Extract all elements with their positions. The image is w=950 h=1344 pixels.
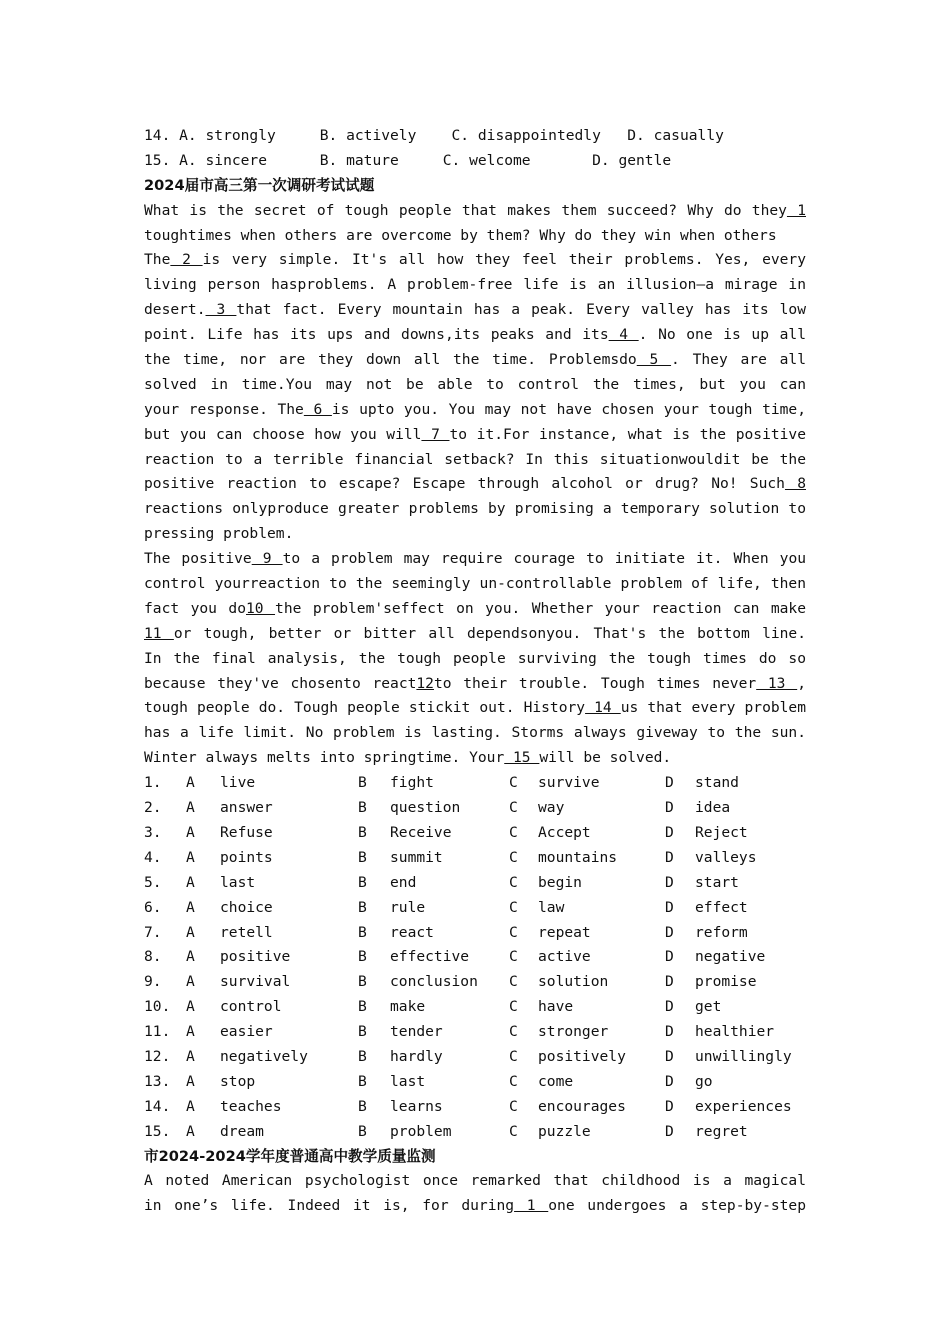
passage-line [144,746,806,771]
option-letter: D [665,799,674,817]
option-letter: A [186,973,195,991]
section-heading-1: 2024届市高三第一次调研考试试题 [144,176,375,194]
option-c: law [538,898,565,916]
option-a: positive [220,948,291,966]
passage-line [144,1194,806,1219]
blank-14: 14 [585,699,621,717]
passage-line [144,323,806,348]
option-a: control [220,998,282,1016]
option-row [144,796,806,821]
text-run: to a problem may require courage to initiate it. When you [282,550,806,568]
option-letter: D [665,774,674,792]
option-d: start [695,873,739,891]
option-letter: C [509,1047,518,1065]
option-b: learns [390,1097,443,1115]
text-run: pressing problem. [144,525,294,543]
option-a: easier [220,1023,273,1041]
text-run: In the final analysis, the tough people surviving the tough times do so [144,649,806,667]
passage-line [144,696,806,721]
option-letter: B [358,823,367,841]
option-d: negative [695,948,766,966]
passage-line [144,647,806,672]
text-run: to it.For instance, what is the positive [449,425,806,443]
option-row [144,1120,806,1145]
option-letter: D [665,1047,674,1065]
option-letter: A [186,923,195,941]
blank-1: 1 [514,1197,549,1215]
question-number: 9. [144,973,162,991]
option-letter: A [186,1072,195,1090]
option-d: promise [695,973,757,991]
option-row [144,771,806,796]
option-c: solution [538,973,609,991]
passage-line [144,497,806,522]
passage-line [144,423,806,448]
option-letter: A [186,898,195,916]
passage-line [144,448,806,473]
passage-line [144,522,806,547]
option-b: hardly [390,1047,443,1065]
text-run: has a life limit. No problem is lasting. Storms always giveway to the sun. [144,724,806,742]
option-letter: A [186,799,195,817]
option-row [144,1045,806,1070]
option-letter: C [509,1023,518,1041]
option-letter: D [665,1122,674,1140]
text-run: The [144,251,171,269]
option-letter: D [665,973,674,991]
option-row [144,821,806,846]
option-a: negatively [220,1047,308,1065]
text-run: . They are all [671,351,806,369]
passage-line [144,248,806,273]
question-number: 3. [144,823,162,841]
blank-8: 8 [784,475,806,493]
passage-line [144,572,806,597]
text-run: reactions onlyproduce greater problems by promising a temporary solution to [144,500,806,518]
blank-13: 13 [756,674,798,692]
option-row [144,1020,806,1045]
option-letter: C [509,923,518,941]
option-b: make [390,998,426,1016]
option-b: tender [390,1023,443,1041]
option-c: come [538,1072,574,1090]
option-letter: B [358,998,367,1016]
option-a: live [220,774,256,792]
blank-12: 12 [416,674,434,692]
blank-1: 1 [786,201,806,219]
passage-line [144,273,806,298]
option-d: valleys [695,848,757,866]
question-number: 11. [144,1023,171,1041]
option-letter: A [186,823,195,841]
option-c: survive [538,774,600,792]
text-run: solved in time.You may not be able to control the times, but you can [144,375,806,393]
passage-line [144,597,806,622]
option-letter: C [509,898,518,916]
option-letter: D [665,998,674,1016]
text-run: the problem'seffect on you. Whether your reaction can make [275,599,806,617]
blank-15: 15 [504,749,540,767]
option-c: stronger [538,1023,609,1041]
option-a: Refuse [220,823,273,841]
option-letter: C [509,973,518,991]
question-number: 2. [144,799,162,817]
option-row [144,945,806,970]
option-a: survival [220,973,291,991]
option-letter: C [509,774,518,792]
text-run: reaction to a terrible financial setback? In this situationwouldit be the [144,450,806,468]
blank-5: 5 [636,351,672,369]
option-letter: D [665,873,674,891]
blank-11: 11 [144,624,174,642]
option-letter: C [509,1097,518,1115]
text-run: tough people do. Tough people stickit out. History [144,699,586,717]
text-run: , [797,674,806,692]
option-d: unwillingly [695,1047,792,1065]
option-letter: C [509,823,518,841]
option-b: Receive [390,823,452,841]
option-b: react [390,923,434,941]
option-letter: A [186,1122,195,1140]
option-letter: C [509,998,518,1016]
option-letter: C [509,873,518,891]
text-run: positive reaction to escape? Escape through alcohol or drug? No! Such [144,475,785,493]
option-a: answer [220,799,273,817]
passage-line [144,224,806,249]
blank-2: 2 [170,251,203,269]
passage-line [144,373,806,398]
text-run: point. Life has its ups and downs,its peaks and its [144,326,609,344]
option-letter: B [358,774,367,792]
question-number: 5. [144,873,162,891]
question-number: 1. [144,774,162,792]
option-b: end [390,873,417,891]
option-a: choice [220,898,273,916]
text-run: us that every problem [620,699,806,717]
option-letter: B [358,799,367,817]
text-run: one undergoes a step-by-step [548,1197,806,1215]
question-number: 8. [144,948,162,966]
option-b: fight [390,774,434,792]
option-letter: B [358,1122,367,1140]
question-number: 7. [144,923,162,941]
option-letter: D [665,948,674,966]
blank-9: 9 [251,550,283,568]
option-line-15: 15. A. sincere B. mature C. welcome D. gentle [144,151,672,169]
text-run: desert. [144,301,206,319]
option-c: positively [538,1047,626,1065]
document-page [144,124,806,1219]
option-b: effective [390,948,470,966]
options-table-1 [144,771,806,1144]
passage-line [144,348,806,373]
text-run: to their trouble. Tough times never [433,674,757,692]
option-d: get [695,998,722,1016]
option-letter: B [358,898,367,916]
text-run: that fact. Every mountain has a peak. Every valley has its low [236,301,806,319]
option-row [144,846,806,871]
option-c: have [538,998,574,1016]
text-run: Winter always melts into springtime. Your [144,749,505,767]
passage-line [144,672,806,697]
passage-line [144,721,806,746]
text-run: will be solved. [539,749,672,767]
option-letter: C [509,799,518,817]
option-letter: D [665,1072,674,1090]
option-letter: B [358,873,367,891]
option-letter: B [358,1097,367,1115]
option-letter: A [186,948,195,966]
option-letter: D [665,1097,674,1115]
option-letter: B [358,848,367,866]
text-run: control yourreaction to the seemingly un-controllable problem of life, then [144,575,806,593]
text-run: or tough, better or bitter all dependsonyou. That's the bottom line. [173,624,806,642]
question-number: 14. [144,1097,171,1115]
blank-7: 7 [421,425,450,443]
blank-3: 3 [205,301,237,319]
blank-6: 6 [303,400,332,418]
text-run: The positive [144,550,252,568]
option-letter: B [358,948,367,966]
option-row [144,871,806,896]
text-run: but you can choose how you will [144,425,422,443]
option-letter: B [358,1072,367,1090]
option-row [144,1070,806,1095]
option-letter: A [186,848,195,866]
option-row [144,1095,806,1120]
option-d: reform [695,923,748,941]
option-row [144,970,806,995]
option-letter: D [665,898,674,916]
text-run: because they've chosento react [144,674,417,692]
option-c: way [538,799,565,817]
option-b: summit [390,848,443,866]
option-c: begin [538,873,582,891]
option-line-14: 14. A. strongly B. actively C. disappointedly D. casually [144,127,724,144]
text-run: your response. The [144,400,304,418]
option-row [144,921,806,946]
passage-line [144,298,806,323]
option-c: repeat [538,923,591,941]
option-a: dream [220,1122,264,1140]
option-letter: A [186,1097,195,1115]
section-heading-2: 市2024-2024学年度普通高中教学质量监测 [144,1147,436,1165]
option-d: regret [695,1122,748,1140]
option-letter: A [186,774,195,792]
option-a: retell [220,923,273,941]
option-letter: D [665,823,674,841]
question-number: 15. [144,1122,171,1140]
option-a: stop [220,1072,256,1090]
option-letter: C [509,1122,518,1140]
option-letter: B [358,923,367,941]
question-number: 10. [144,998,171,1016]
option-letter: C [509,1072,518,1090]
option-a: last [220,873,256,891]
option-letter: B [358,1023,367,1041]
text-run: is very simple. It's all how they feel their problems. Yes, every [202,251,806,269]
option-c: mountains [538,848,618,866]
passage-line [144,1169,806,1194]
option-letter: C [509,848,518,866]
text-run: toughtimes when others are overcome by them? Why do they win when others [144,226,777,244]
option-letter: A [186,998,195,1016]
option-letter: D [665,1023,674,1041]
option-letter: B [358,973,367,991]
question-number: 13. [144,1072,171,1090]
option-b: conclusion [390,973,478,991]
option-d: go [695,1072,713,1090]
option-d: experiences [695,1097,792,1115]
option-letter: C [509,948,518,966]
option-d: effect [695,898,748,916]
option-c: Accept [538,823,591,841]
option-a: points [220,848,273,866]
text-run: A noted American psychologist once remarked that childhood is a magical [144,1172,806,1190]
option-b: rule [390,898,426,916]
option-d: idea [695,799,731,817]
question-number: 12. [144,1047,171,1065]
option-d: stand [695,774,739,792]
option-c: puzzle [538,1122,591,1140]
option-row [144,995,806,1020]
option-c: active [538,948,591,966]
passage-2 [144,1169,806,1219]
option-d: healthier [695,1023,775,1041]
option-letter: D [665,923,674,941]
option-b: question [390,799,461,817]
option-row [144,896,806,921]
option-letter: D [665,848,674,866]
text-run: . No one is up all [638,326,806,344]
option-letter: A [186,1023,195,1041]
option-c: encourages [538,1097,626,1115]
blank-4: 4 [608,326,639,344]
passage-1 [144,199,806,771]
blank-10: 10 [246,599,276,617]
option-letter: A [186,873,195,891]
text-run: the time, nor are they down all the time. Problemsdo [144,351,637,369]
option-letter: A [186,1047,195,1065]
text-run: is upto you. You may not have chosen your tough time, [331,400,806,418]
text-run: in one’s life. Indeed it is, for during [144,1197,515,1215]
option-letter: B [358,1047,367,1065]
option-a: teaches [220,1097,282,1115]
passage-line [144,472,806,497]
option-b: last [390,1072,426,1090]
text-run: fact you do [144,599,246,617]
text-run: living person hasproblems. A problem-free life is an illusion—a mirage in [144,276,806,294]
option-b: problem [390,1122,452,1140]
passage-line [144,547,806,572]
text-run: What is the secret of tough people that makes them succeed? Why do they [144,201,787,219]
question-number: 4. [144,848,162,866]
passage-line [144,398,806,423]
passage-line [144,199,806,224]
question-number: 6. [144,898,162,916]
option-d: Reject [695,823,748,841]
passage-line [144,622,806,647]
